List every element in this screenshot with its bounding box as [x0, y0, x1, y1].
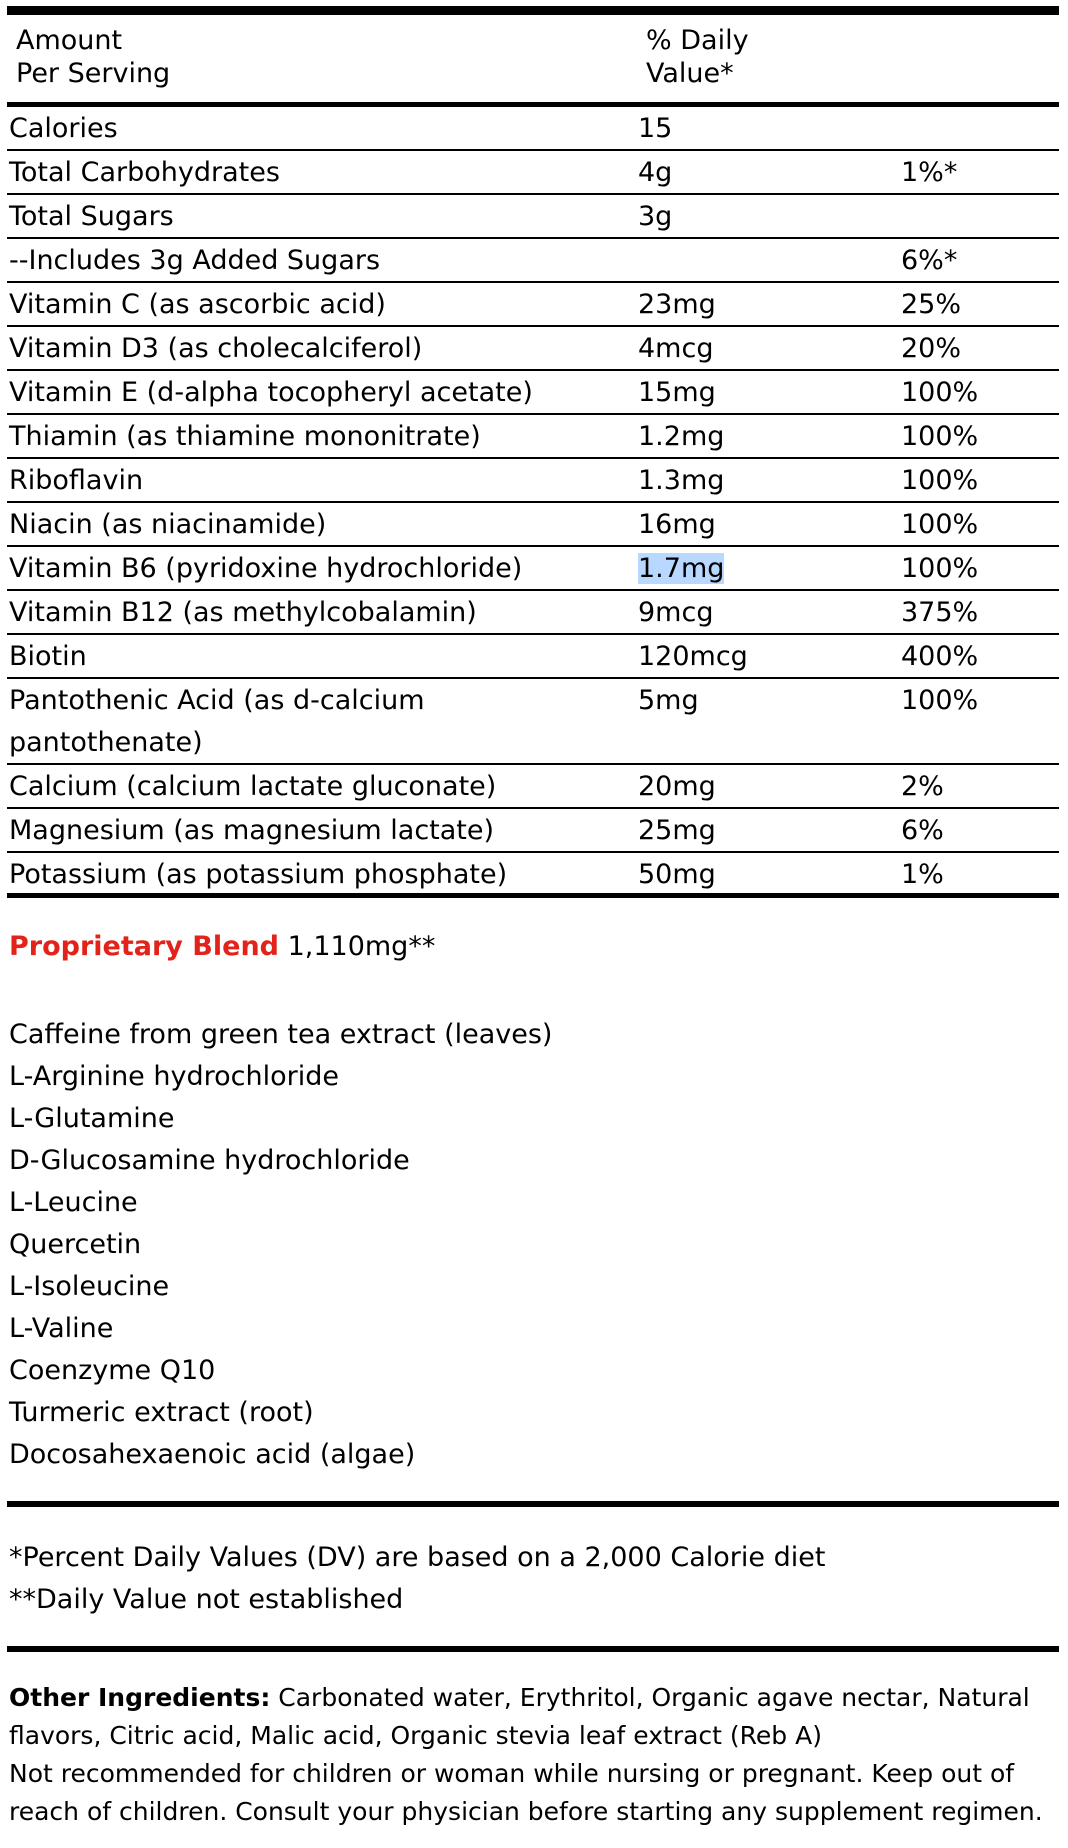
footnote-rule [7, 1501, 1059, 1507]
footnotes [9, 1537, 825, 1621]
other-ingredients-label: Other Ingredients: [9, 1683, 271, 1712]
blend-ingredient-item: Quercetin [9, 1229, 142, 1260]
nutrient-daily-value: 1%* [901, 157, 958, 188]
nutrient-name: Vitamin B12 (as methylcobalamin) [9, 597, 477, 628]
proprietary-blend [9, 930, 435, 964]
nutrient-name: Vitamin C (as ascorbic acid) [9, 289, 386, 320]
nutrient-amount [638, 548, 724, 590]
nutrient-table [7, 107, 1059, 895]
nutrient-name: Thiamin (as thiamine mononitrate) [9, 421, 481, 452]
nutrient-amount: 9mcg [638, 597, 714, 628]
nutrient-name: Vitamin E (d-alpha tocopheryl acetate) [9, 377, 533, 408]
nutrient-daily-value: 100% [901, 509, 979, 540]
nutrient-daily-value: 20% [901, 333, 962, 364]
nutrient-row [7, 503, 1059, 547]
nutrient-name: Total Sugars [9, 201, 174, 232]
nutrient-daily-value: 6% [901, 815, 944, 846]
proprietary-blend-title: Proprietary Blend [9, 931, 279, 962]
nutrient-name: Pantothenic Acid (as d-calcium pantothenate) [9, 685, 425, 758]
not-established-footnote: **Daily Value not established [9, 1584, 404, 1615]
nutrient-row [7, 195, 1059, 239]
nutrient-row [7, 459, 1059, 503]
nutrient-name: Niacin (as niacinamide) [9, 509, 327, 540]
nutrient-amount: 4mcg [638, 333, 714, 364]
nutrient-amount: 16mg [638, 509, 716, 540]
nutrient-row [7, 679, 1059, 765]
nutrient-amount: 1.2mg [638, 421, 725, 452]
nutrient-amount: 25mg [638, 815, 716, 846]
other-ingredients-rule [7, 1646, 1059, 1652]
nutrient-name: Riboflavin [9, 465, 144, 496]
nutrient-daily-value: 375% [901, 597, 979, 628]
blend-ingredient-item: Turmeric extract (root) [9, 1397, 314, 1428]
nutrient-daily-value: 400% [901, 641, 979, 672]
nutrient-name: Biotin [9, 641, 87, 672]
nutrient-amount: 23mg [638, 289, 716, 320]
header-dv-line2: Value* [646, 58, 734, 89]
nutrient-row [7, 635, 1059, 679]
nutrient-name: Calories [9, 113, 118, 144]
nutrient-amount: 15 [638, 113, 673, 144]
nutrient-daily-value: 100% [901, 685, 979, 716]
blend-ingredient-item: L-Glutamine [9, 1103, 175, 1134]
nutrient-row [7, 151, 1059, 195]
header-amount-line1: Amount [16, 25, 123, 56]
nutrient-row [7, 765, 1059, 809]
nutrient-row [7, 107, 1059, 151]
nutrient-daily-value: 2% [901, 771, 944, 802]
nutrient-row [7, 591, 1059, 635]
other-ingredients [9, 1679, 1057, 1831]
selected-amount-text[interactable]: 1.7mg [638, 553, 725, 584]
nutrient-name: Vitamin D3 (as cholecalciferol) [9, 333, 423, 364]
nutrient-table-end-rule [7, 893, 1059, 898]
blend-ingredient-item: Caffeine from green tea extract (leaves) [9, 1019, 553, 1050]
other-ingredients-text: Carbonated water, Erythritol, Organic agave nectar, Natural flavors, Citric acid, Malic acid, Organic stevia leaf extract (Reb A) [9, 1683, 1030, 1750]
nutrient-daily-value: 1% [901, 859, 944, 890]
blend-ingredient-item: Docosahexaenoic acid (algae) [9, 1439, 416, 1470]
nutrient-amount: 3g [638, 201, 673, 232]
nutrient-daily-value: 100% [901, 465, 979, 496]
nutrient-row [7, 283, 1059, 327]
other-ingredients-paragraph [9, 1679, 1057, 1755]
blend-ingredient-item: L-Isoleucine [9, 1271, 170, 1302]
dv-footnote: *Percent Daily Values (DV) are based on a 2,000 Calorie diet [9, 1542, 826, 1573]
nutrient-row [7, 809, 1059, 853]
blend-ingredient-item: L-Valine [9, 1313, 114, 1344]
nutrient-amount: 5mg [638, 685, 699, 716]
nutrient-row [7, 415, 1059, 459]
nutrient-daily-value: 100% [901, 421, 979, 452]
nutrient-row [7, 547, 1059, 591]
nutrient-name: Total Carbohydrates [9, 157, 280, 188]
top-rule [7, 6, 1059, 15]
nutrient-row [7, 327, 1059, 371]
nutrient-daily-value: 6%* [901, 245, 958, 276]
blend-ingredient-item: D-Glucosamine hydrochloride [9, 1145, 410, 1176]
nutrient-amount: 1.3mg [638, 465, 725, 496]
nutrient-daily-value: 100% [901, 553, 979, 584]
table-header [7, 20, 1059, 104]
nutrient-row [7, 371, 1059, 415]
nutrient-name: --Includes 3g Added Sugars [9, 245, 381, 276]
nutrient-daily-value: 100% [901, 377, 979, 408]
nutrient-name: Potassium (as potassium phosphate) [9, 859, 508, 890]
daily-value-header [646, 24, 749, 90]
nutrient-amount: 50mg [638, 859, 716, 890]
nutrient-name: Calcium (calcium lactate gluconate) [9, 771, 497, 802]
blend-ingredient-item: Coenzyme Q10 [9, 1355, 216, 1386]
proprietary-blend-amount: 1,110mg** [279, 931, 436, 962]
nutrient-row [7, 239, 1059, 283]
blend-ingredient-item: L-Leucine [9, 1187, 138, 1218]
nutrient-amount: 15mg [638, 377, 716, 408]
header-dv-line1: % Daily [646, 25, 749, 56]
nutrient-row [7, 853, 1059, 895]
header-amount-line2: Per Serving [16, 58, 171, 89]
nutrient-amount: 120mcg [638, 641, 748, 672]
nutrient-name: Magnesium (as magnesium lactate) [9, 815, 495, 846]
blend-ingredient-item: L-Arginine hydrochloride [9, 1061, 339, 1092]
blend-ingredients-list [9, 1014, 552, 1476]
amount-per-serving-header [16, 24, 170, 90]
nutrient-amount: 20mg [638, 771, 716, 802]
nutrient-daily-value: 25% [901, 289, 962, 320]
warning-text: Not recommended for children or woman while nursing or pregnant. Keep out of reach of children. Consult your physician before starting any supplement regimen. [9, 1759, 1043, 1826]
nutrient-amount: 4g [638, 157, 673, 188]
nutrient-name: Vitamin B6 (pyridoxine hydrochloride) [9, 553, 523, 584]
